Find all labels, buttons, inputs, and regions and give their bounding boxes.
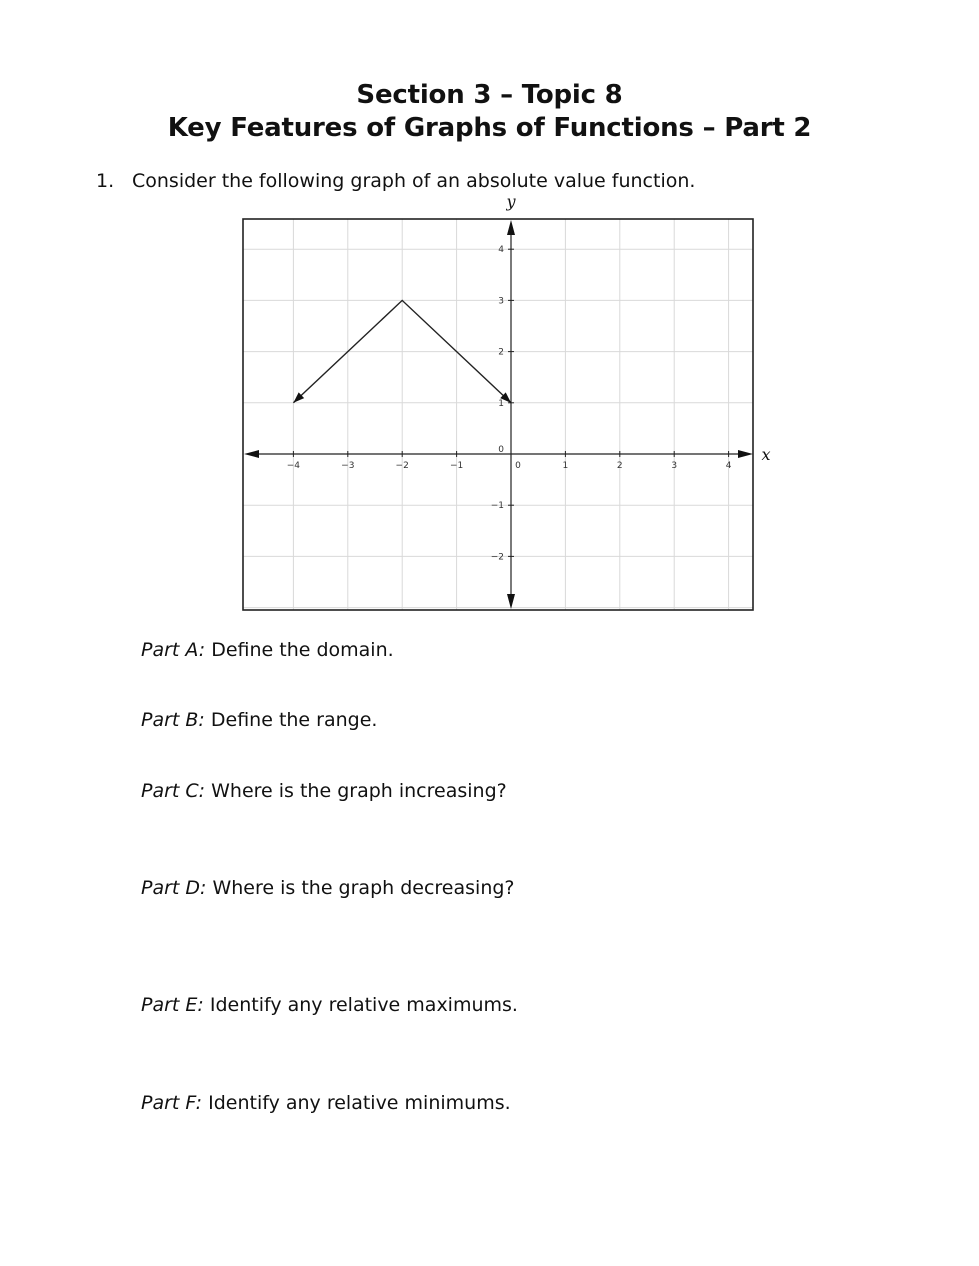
part-a — [141, 639, 394, 661]
y-axis-bottom-arrow — [507, 594, 515, 609]
y-tick-label: 0 — [498, 445, 504, 455]
part-a-text: Define the domain. — [205, 639, 394, 661]
x-tick-label: 3 — [671, 461, 678, 471]
x-tick-label: 1 — [562, 461, 569, 471]
part-c — [141, 780, 507, 802]
part-a-label: Part A: — [141, 639, 206, 661]
x-axis-left-arrow — [244, 450, 259, 458]
part-f — [141, 1092, 511, 1114]
y-axis-label: y — [506, 192, 516, 211]
question-text: Consider the following graph of an absolute value function. — [132, 170, 696, 192]
part-b-text: Define the range. — [204, 709, 378, 731]
y-tick-label: 1 — [498, 398, 504, 409]
x-tick-label: 2 — [616, 461, 623, 471]
x-tick-label: −1 — [449, 461, 464, 471]
part-d-text: Where is the graph decreasing? — [206, 877, 515, 899]
x-axis-right-arrow — [738, 450, 753, 458]
part-f-label: Part F: — [141, 1092, 203, 1114]
part-f-text: Identify any relative minimums. — [202, 1092, 511, 1114]
x-tick-label: −4 — [286, 461, 301, 471]
y-tick-label: −1 — [490, 501, 504, 512]
x-tick-label: −3 — [341, 461, 355, 471]
part-b-label: Part B: — [141, 709, 205, 731]
x-axis-label: x — [761, 445, 771, 464]
part-e-label: Part E: — [141, 994, 204, 1016]
part-c-text: Where is the graph increasing? — [205, 780, 507, 802]
y-tick-label: 2 — [498, 347, 504, 358]
topic-title: Key Features of Graphs of Functions – Part 2 — [167, 113, 812, 143]
part-d-label: Part D: — [141, 877, 207, 899]
y-axis-top-arrow — [507, 220, 515, 235]
y-tick-label: 4 — [498, 245, 504, 256]
plot-frame — [243, 219, 753, 610]
part-e-text: Identify any relative maximums. — [203, 994, 518, 1016]
part-b — [141, 709, 377, 731]
y-tick-label: 3 — [498, 296, 504, 307]
question-number: 1. — [96, 170, 115, 192]
section-title: Section 3 – Topic 8 — [356, 80, 623, 110]
part-c-label: Part C: — [141, 780, 206, 802]
x-tick-label: −2 — [395, 461, 409, 471]
y-tick-label: −2 — [490, 552, 504, 563]
part-d — [141, 877, 515, 899]
x-tick-label: 4 — [725, 461, 732, 471]
x-tick-label: 0 — [515, 461, 521, 471]
part-e — [141, 994, 518, 1016]
